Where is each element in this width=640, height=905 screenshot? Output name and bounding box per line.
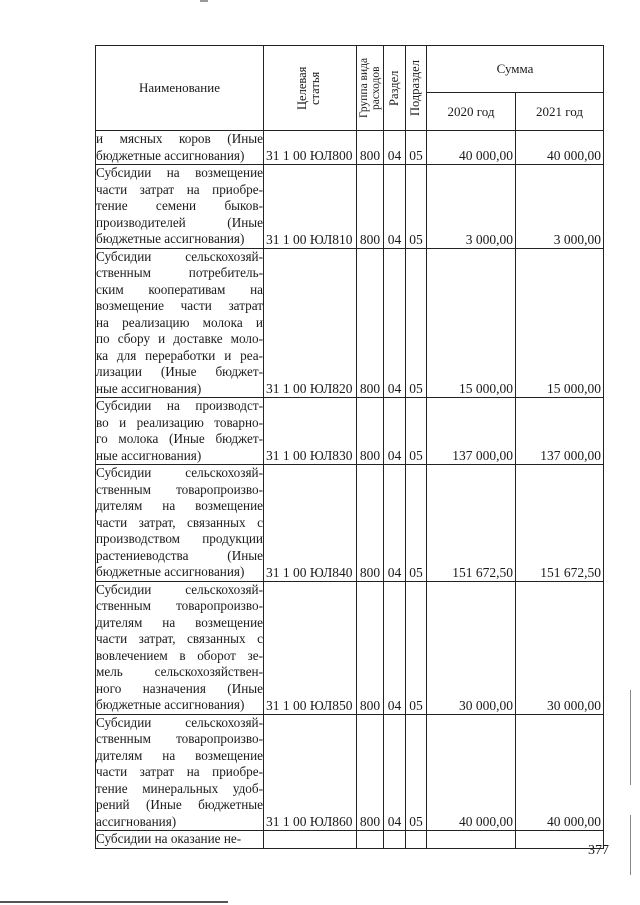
row-article-value: 31 1 00 ЮЛ860 xyxy=(266,814,353,829)
row-name-line: бюджетные ассигнования) xyxy=(96,147,245,163)
footer-rule xyxy=(0,901,228,903)
row-group xyxy=(357,248,384,398)
row-name-line: ка для переработки и реа- xyxy=(96,347,263,363)
table-row xyxy=(96,831,604,849)
row-amount-2021-value: 40 000,00 xyxy=(547,148,601,163)
row-name-line: возмещение части затрат xyxy=(96,298,263,313)
row-subsection xyxy=(406,165,427,249)
row-subsection-value: 05 xyxy=(409,448,423,463)
row-section-value: 04 xyxy=(387,381,402,396)
row-section-value: 04 xyxy=(387,814,402,829)
row-section xyxy=(384,581,406,714)
row-name-line: бюджетные ассигнования) xyxy=(96,564,245,579)
row-subsection-value: 05 xyxy=(409,564,423,580)
row-amount-2020-value: 30 000,00 xyxy=(459,697,513,713)
row-name-line: Субсидии сельскохозяй- xyxy=(96,581,263,597)
row-group xyxy=(357,714,384,831)
row-amount-2021-value: 15 000,00 xyxy=(547,381,601,396)
row-name-line: дителям на возмещение xyxy=(96,614,263,630)
table-row xyxy=(96,165,604,249)
row-name-line: ственным товаропроизво- xyxy=(96,481,263,497)
row-article xyxy=(264,465,357,582)
row-group-value: 800 xyxy=(359,148,381,163)
row-name-line: мель сельскохозяйствен- xyxy=(96,664,263,679)
row-subsection xyxy=(406,398,427,465)
row-article-value: 31 1 00 ЮЛ850 xyxy=(266,697,353,713)
row-name-line: по сбору и доставке моло- xyxy=(96,331,263,346)
row-section xyxy=(384,165,406,249)
row-amount-2021 xyxy=(516,398,604,465)
row-article xyxy=(264,165,357,249)
row-group xyxy=(357,581,384,714)
budget-table xyxy=(95,45,604,849)
row-amount-2021-value: 40 000,00 xyxy=(547,814,601,829)
row-group xyxy=(357,398,384,465)
row-group-value: 800 xyxy=(359,381,381,396)
row-name-line: ственным товаропроизво- xyxy=(96,731,263,746)
row-name-line: ного назначения (Иные xyxy=(96,680,263,696)
row-name xyxy=(96,831,264,849)
row-amount-2020 xyxy=(427,248,516,398)
row-subsection-value: 05 xyxy=(409,814,423,829)
row-article xyxy=(264,248,357,398)
row-amount-2020-value: 40 000,00 xyxy=(459,814,513,829)
row-name xyxy=(96,465,264,582)
row-group xyxy=(357,131,384,165)
row-section xyxy=(384,465,406,582)
scan-mark xyxy=(200,0,208,2)
row-name-line: Субсидии на возмещение xyxy=(96,165,263,180)
row-group xyxy=(357,831,384,849)
row-name-line: Субсидии сельскохозяй- xyxy=(96,714,263,730)
row-amount-2021 xyxy=(516,465,604,582)
row-name-line: Субсидии сельскохозяй- xyxy=(96,465,263,480)
row-amount-2021 xyxy=(516,131,604,165)
row-amount-2020-value: 151 672,50 xyxy=(452,564,513,580)
row-name-line: на реализацию молока и xyxy=(96,314,263,330)
row-amount-2020 xyxy=(427,465,516,582)
row-name-line: ственным товаропроизво- xyxy=(96,598,263,613)
row-article xyxy=(264,398,357,465)
row-section xyxy=(384,831,406,849)
row-subsection xyxy=(406,581,427,714)
row-section xyxy=(384,131,406,165)
row-group xyxy=(357,165,384,249)
row-article-value: 31 1 00 ЮЛ820 xyxy=(266,381,353,396)
row-section-value: 04 xyxy=(387,231,402,247)
row-name xyxy=(96,165,264,249)
row-section xyxy=(384,398,406,465)
row-name-line: ные ассигнования) xyxy=(96,380,202,396)
row-name-line: бюджетные ассигнования) xyxy=(96,231,245,246)
page-edge-line xyxy=(630,690,631,785)
row-subsection-value: 05 xyxy=(409,148,423,163)
row-amount-2020 xyxy=(427,165,516,249)
row-amount-2020-value: 137 000,00 xyxy=(452,448,513,463)
row-amount-2020-value: 3 000,00 xyxy=(465,231,513,247)
row-article-value: 31 1 00 ЮЛ840 xyxy=(266,564,353,580)
row-name-line: дителям на возмещение xyxy=(96,747,263,763)
row-section xyxy=(384,714,406,831)
row-amount-2021-value: 30 000,00 xyxy=(547,697,601,713)
row-name-line: рений (Иные бюджетные xyxy=(96,797,263,812)
table-row xyxy=(96,581,604,714)
row-name-line: дителям на возмещение xyxy=(96,498,263,513)
row-name-line: части затрат, связанных с xyxy=(96,631,263,646)
row-subsection xyxy=(406,248,427,398)
header-group: Группа вида расходов xyxy=(357,46,384,131)
row-name xyxy=(96,714,264,831)
row-section-value: 04 xyxy=(387,148,402,163)
table-row xyxy=(96,465,604,582)
row-amount-2021 xyxy=(516,248,604,398)
row-name-line: лизации (Иные бюджет- xyxy=(96,364,263,379)
row-amount-2021-value: 137 000,00 xyxy=(540,448,601,463)
row-name-line: и мясных коров (Иные xyxy=(96,131,263,146)
row-amount-2020 xyxy=(427,581,516,714)
row-amount-2021-value: 151 672,50 xyxy=(540,564,601,580)
row-amount-2020 xyxy=(427,398,516,465)
row-amount-2020-value: 40 000,00 xyxy=(459,148,513,163)
row-section xyxy=(384,248,406,398)
row-group-value: 800 xyxy=(359,448,381,463)
header-name: Наименование xyxy=(96,46,264,131)
page-number: 377 xyxy=(588,843,609,858)
row-name-line: части затрат на приобре- xyxy=(96,181,263,197)
row-amount-2021 xyxy=(516,714,604,831)
row-article xyxy=(264,581,357,714)
row-name-line: бюджетные ассигнования) xyxy=(96,697,245,712)
row-name xyxy=(96,398,264,465)
row-article-value: 31 1 00 ЮЛ810 xyxy=(266,231,353,247)
row-amount-2021 xyxy=(516,581,604,714)
row-article-value: 31 1 00 ЮЛ800 xyxy=(266,148,353,163)
row-name-line: ственным потребитель- xyxy=(96,265,263,280)
row-name-line: производством продукции xyxy=(96,531,263,546)
row-group xyxy=(357,465,384,582)
row-name-line: растениеводства (Иные xyxy=(96,547,263,563)
header-year-2020: 2020 год xyxy=(427,93,516,131)
row-subsection xyxy=(406,465,427,582)
row-name xyxy=(96,248,264,398)
table-row xyxy=(96,248,604,398)
header-article: Целевая статья xyxy=(264,46,357,131)
row-name-line: части затрат, связанных с xyxy=(96,514,263,530)
page-edge-line xyxy=(630,815,631,875)
row-article xyxy=(264,714,357,831)
row-amount-2020 xyxy=(427,714,516,831)
row-group-value: 800 xyxy=(359,814,381,829)
row-article xyxy=(264,831,357,849)
row-subsection xyxy=(406,831,427,849)
row-subsection-value: 05 xyxy=(409,231,423,247)
row-group-value: 800 xyxy=(359,697,381,713)
row-group-value: 800 xyxy=(359,564,381,580)
row-subsection-value: 05 xyxy=(409,697,423,713)
row-name-line: Субсидии на производст- xyxy=(96,398,263,413)
row-name-line: тение семени быков- xyxy=(96,198,263,213)
row-name-line: вовлечением в оборот зе- xyxy=(96,647,263,663)
row-name-line: тение минеральных удоб- xyxy=(96,780,263,796)
row-name xyxy=(96,131,264,165)
row-name xyxy=(96,581,264,714)
row-amount-2020-value: 15 000,00 xyxy=(459,381,513,396)
table-body xyxy=(96,131,604,849)
row-name-line: Субсидии на оказание не- xyxy=(96,831,242,846)
row-section-value: 04 xyxy=(387,448,402,463)
row-section-value: 04 xyxy=(387,697,402,713)
table-row xyxy=(96,714,604,831)
row-section-value: 04 xyxy=(387,564,402,580)
row-name-line: части затрат на приобре- xyxy=(96,764,263,779)
row-amount-2021-value: 3 000,00 xyxy=(553,231,601,247)
row-name-line: Субсидии сельскохозяй- xyxy=(96,248,263,264)
header-year-2021: 2021 год xyxy=(516,93,604,131)
header-subsection: Подраздел xyxy=(406,46,427,131)
table-row xyxy=(96,131,604,165)
row-amount-2021 xyxy=(516,165,604,249)
table-row xyxy=(96,398,604,465)
row-name-line: ским кооперативам на xyxy=(96,281,263,297)
row-name-line: ассигнования) xyxy=(96,813,177,829)
header-section: Раздел xyxy=(384,46,406,131)
row-subsection-value: 05 xyxy=(409,381,423,396)
row-name-line: ные ассигнования) xyxy=(96,447,202,463)
row-subsection xyxy=(406,131,427,165)
row-name-line: го молока (Иные бюджет- xyxy=(96,431,263,446)
row-amount-2020 xyxy=(427,831,516,849)
row-amount-2020 xyxy=(427,131,516,165)
row-subsection xyxy=(406,714,427,831)
row-name-line: во и реализацию товарно- xyxy=(96,414,263,430)
row-article-value: 31 1 00 ЮЛ830 xyxy=(266,448,353,463)
row-group-value: 800 xyxy=(359,231,381,247)
row-name-line: производителей (Иные xyxy=(96,214,263,230)
row-article xyxy=(264,131,357,165)
header-sum: Сумма xyxy=(427,46,604,93)
